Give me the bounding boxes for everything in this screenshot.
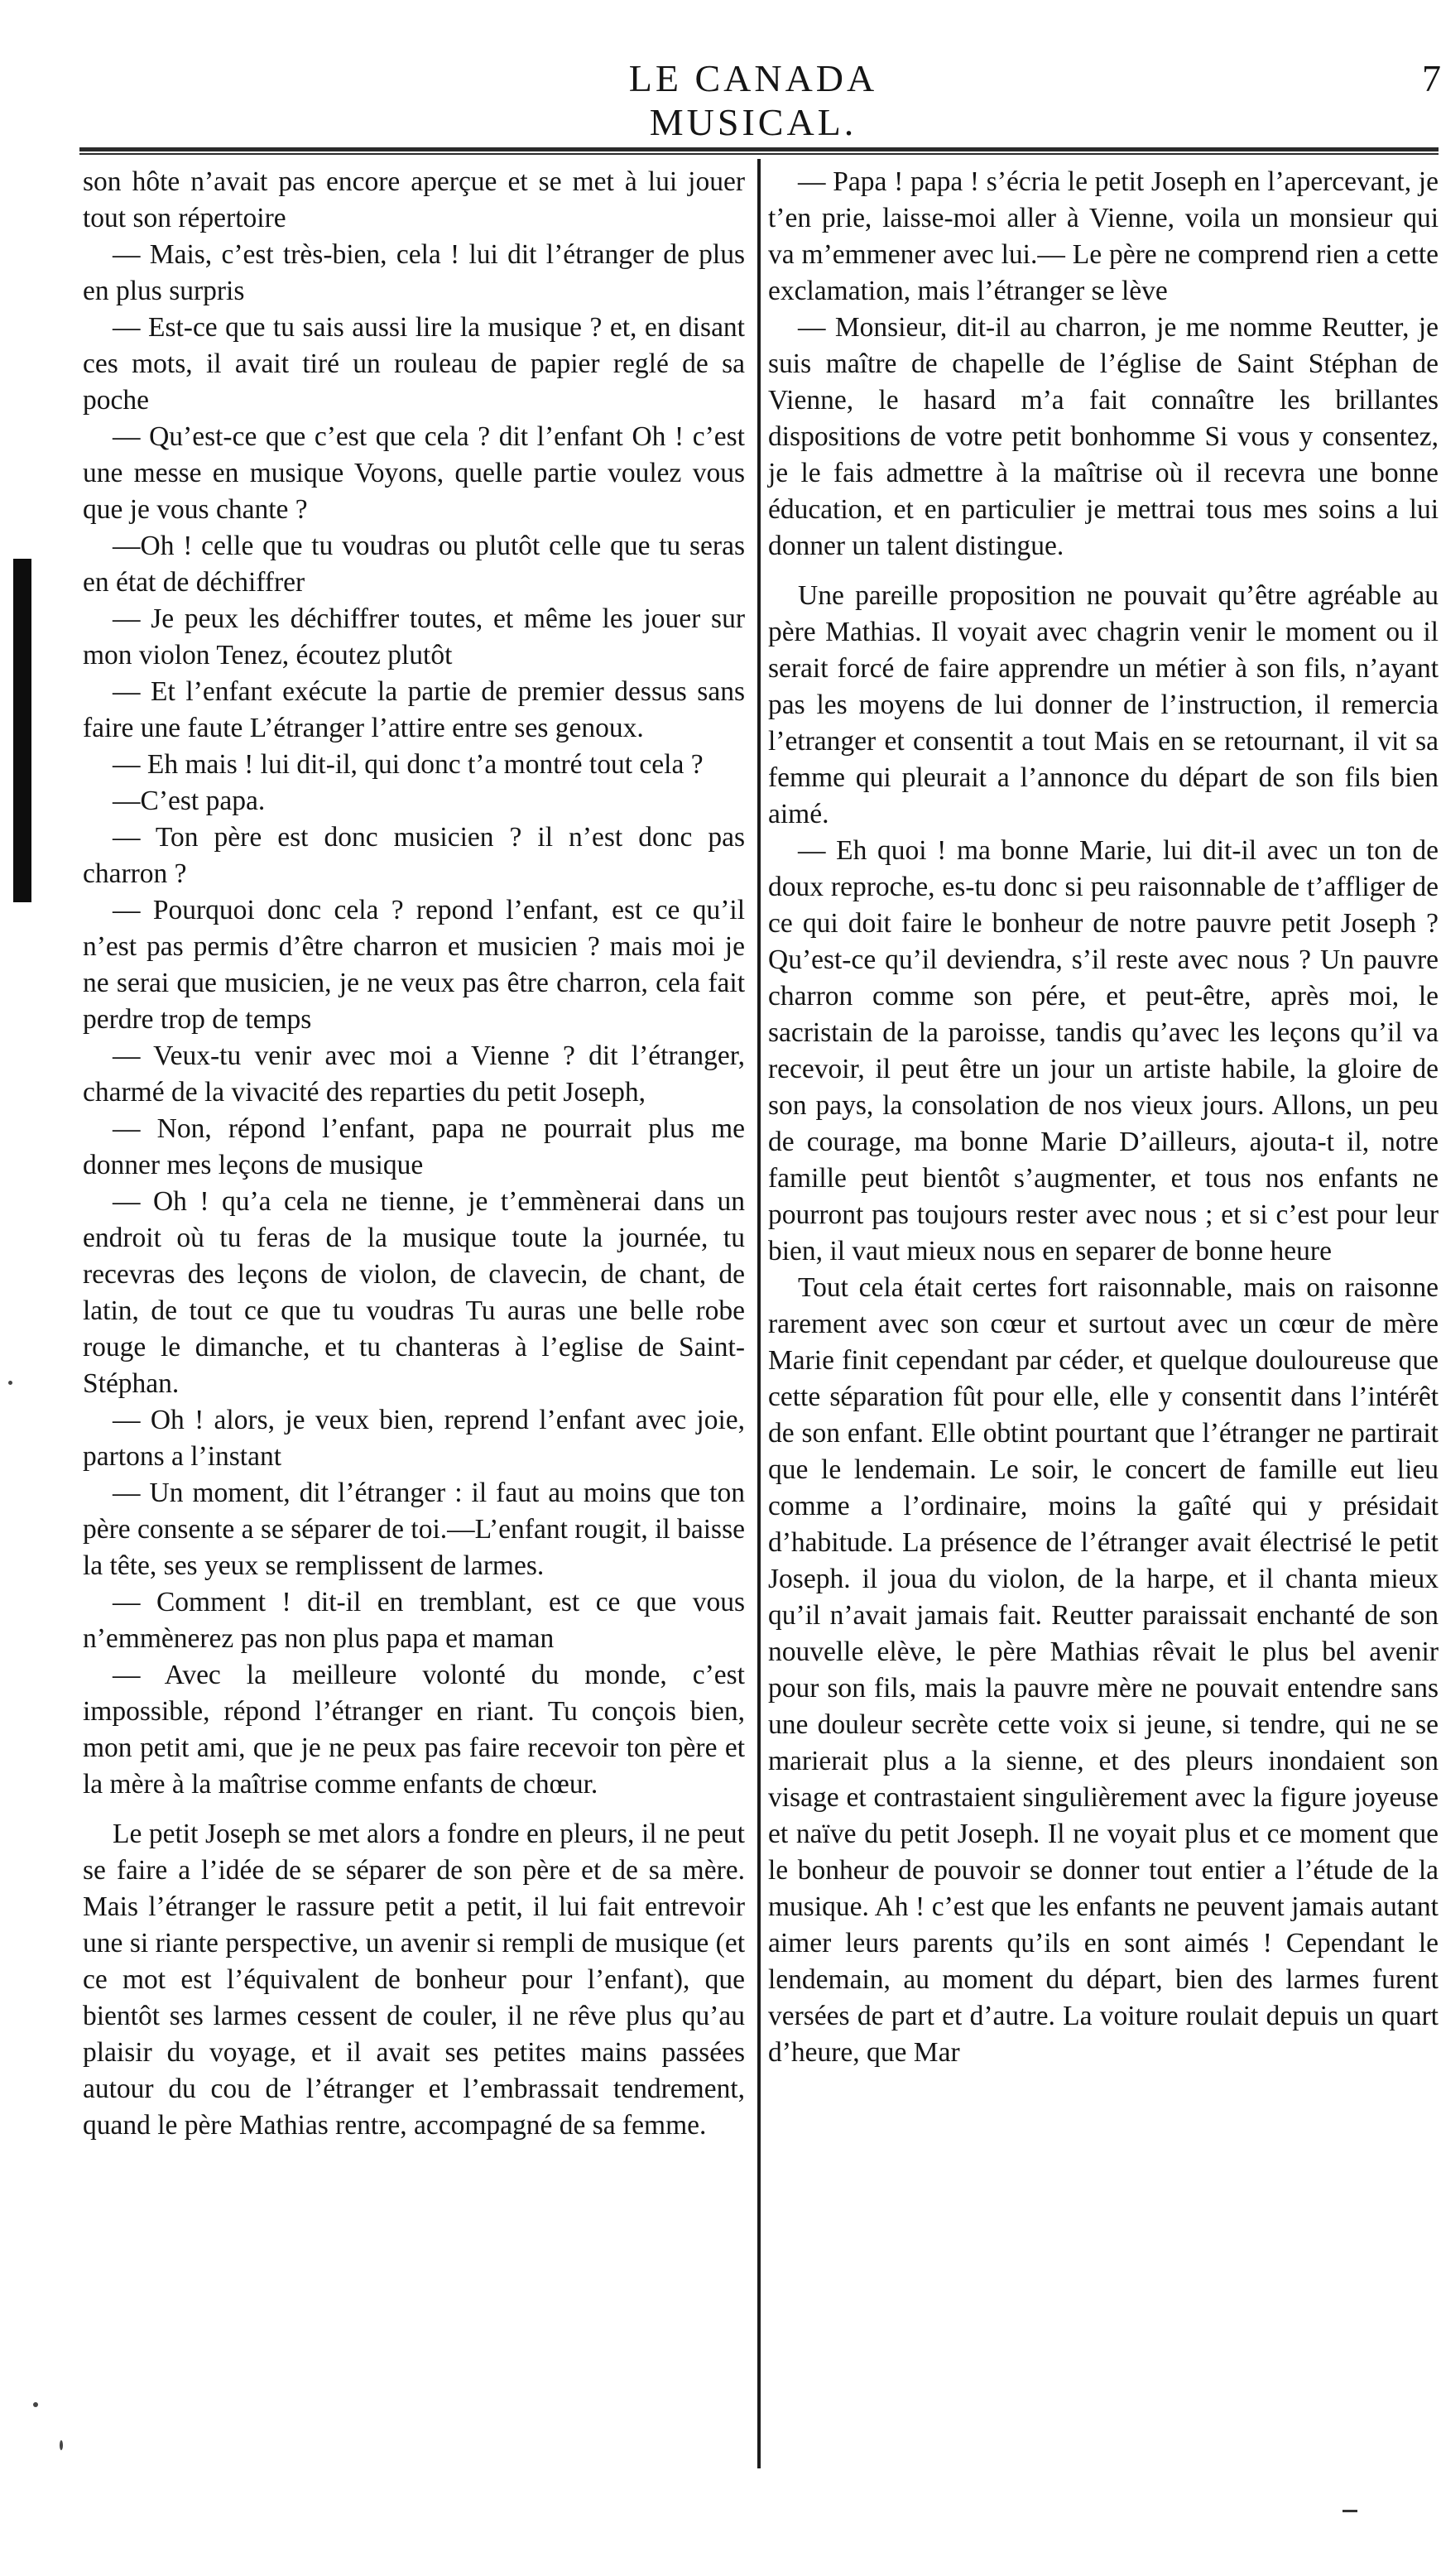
paragraph: — Est-ce que tu sais aussi lire la musique ? et, en disant ces mots, il avait tiré un rouleau de papier reglé de sa poche <box>83 312 745 416</box>
scan-speck <box>60 2440 63 2450</box>
paragraph: — Un moment, dit l’étranger : il faut au moins que ton père consente a se séparer de toi.—L’enfant rougit, il baisse la tête, ses yeux se remplissent de larmes. <box>83 1478 745 1581</box>
header-rule-thick <box>79 147 1439 151</box>
paragraph: — Oh ! alors, je veux bien, reprend l’enfant avec joie, partons a l’instant <box>83 1405 745 1472</box>
paragraph: Tout cela était certes fort raisonnable, mais on raisonne rarement avec son cœur et surtout avec un cœur de mère Marie finit cependant par céder, et quelque douloureuse que cette séparation fût pour elle, elle y consentit dans l’intérêt de son enfant. Elle obtint pourtant que l’étranger ne partirait que le lendemain. Le soir, le concert de famille eut lieu comme a l’ordinaire, moins la gaîté qui y présidait d’habitude. La présence de l’étranger avait électrisé le petit Joseph. il joua du violon, de la harpe, et il chanta mieux qu’il n’avait jamais fait. Reutter paraissait enchanté de son nouvelle elève, le père Mathias rêvait le plus bel avenir pour son fils, mais la pauvre mère ne pouvait entendre sans une douleur secrète cette voix si jeune, si tendre, qui ne se marierait plus a la sienne, et des pleurs inondaient son visage et contrastaient singulièrement avec la figure joyeuse et naïve du petit Joseph. Il ne voyait plus et ce moment que le bonheur de pouvoir se donner tout entier a l’étude de la musique. Ah ! c’est que les enfants ne peuvent jamais autant aimer leurs parents qu’ils en sont aimés ! Cependant le lendemain, au moment du départ, bien des larmes furent versées de part et d’autre. La voiture roulait depuis un quart d’heure, que Mar <box>768 1272 1439 2068</box>
paragraph: —C’est papa. <box>113 786 266 816</box>
paragraph: — Qu’est-ce que c’est que cela ? dit l’enfant Oh ! c’est une messe en musique Voyons, quelle partie voulez vous que je vous chante ? <box>83 421 745 525</box>
right-column <box>768 164 1439 2071</box>
paragraph: — Non, répond l’enfant, papa ne pourrait plus me donner mes leçons de musique <box>83 1113 745 1180</box>
paragraph: — Et l’enfant exécute la partie de premier dessus sans faire une faute L’étranger l’attire entre ses genoux. <box>83 676 745 743</box>
paragraph: — Monsieur, dit-il au charron, je me nomme Reutter, je suis maître de chapelle de l’église de Saint Stéphan de Vienne, le hasard m’a fait connaître les brillantes dispositions de votre petit bonhomme Si vous y consentez, je le fais admettre à la maîtrise où il recevra une bonne éducation, et en particulier je mettrai tous mes soins a lui donner un talent distingue. <box>768 312 1439 561</box>
paragraph: Le petit Joseph se met alors a fondre en pleurs, il ne peut se faire a l’idée de se séparer de son père et de sa mère. Mais l’étranger le rassure petit a petit, il lui fait entrevoir une si riante perspective, un avenir si rempli de musique (et ce mot est l’équivalent de bonheur pour l’enfant), que bientôt ses larmes cessent de couler, il ne rêve plus qu’au plaisir du voyage, et il avait ses petites mains passées autour du cou de l’étranger et l’embrassait tendrement, quand le père Mathias rentre, accompagné de sa femme. <box>83 1819 745 2141</box>
paragraph: —Oh ! celle que tu voudras ou plutôt celle que tu seras en état de déchiffrer <box>83 531 745 598</box>
paragraph: — Mais, c’est très-bien, cela ! lui dit l’étranger de plus en plus surpris <box>83 239 745 306</box>
scan-speck <box>8 1381 12 1385</box>
scan-margin-mark <box>13 559 31 902</box>
paragraph: Une pareille proposition ne pouvait qu’être agréable au père Mathias. Il voyait avec chagrin venir le moment ou il serait forcé de faire apprendre un métier à son fils, n’ayant pas les moyens de lui donner de l’instruction, il remercia l’etranger et consentit a tout Mais en se retournant, il vit sa femme qui pleurait a l’annonce du départ de son fils bien aimé. <box>768 580 1439 829</box>
paragraph: — Ton père est donc musicien ? il n’est donc pas charron ? <box>83 822 745 889</box>
paragraph: — Eh quoi ! ma bonne Marie, lui dit-il avec un ton de doux reproche, es-tu donc si peu raisonnable de t’affliger de ce qui doit faire le bonheur de notre pauvre petit Joseph ? Qu’est-ce qu’il deviendra, s’il reste avec nous ? Un pauvre charron comme son pére, et peut-être, après moi, le sacristain de la paroisse, tandis qu’avec les leçons qu’il va recevoir, il peut être un jour un artiste habile, la gloire de son pays, la consolation de nos vieux jours. Allons, un peu de courage, ma bonne Marie D’ailleurs, ajouta-t il, notre famille peut bientôt s’augmenter, et tous nos enfants ne pourront pas toujours rester avec nous ; et si c’est pour leur bien, il vaut mieux nous en separer de bonne heure <box>768 835 1439 1266</box>
column-divider <box>757 159 761 2468</box>
scan-speck <box>33 2402 38 2407</box>
paragraph: — Oh ! qu’a cela ne tienne, je t’emmènerai dans un endroit où tu feras de la musique toute la journée, tu recevras des leçons de violon, de clavecin, de chant, de latin, de tout ce que tu voudras Tu auras une belle robe rouge le dimanche, et tu chanteras à l’eglise de Saint-Stéphan. <box>83 1186 745 1399</box>
paragraph: — Veux-tu venir avec moi a Vienne ? dit l’étranger, charmé de la vivacité des reparties du petit Joseph, <box>83 1040 745 1108</box>
paragraph: — Je peux les déchiffrer toutes, et même les jouer sur mon violon Tenez, écoutez plutôt <box>83 603 745 670</box>
journal-title: LE CANADA MUSICAL. <box>628 57 878 143</box>
paragraph: — Pourquoi donc cela ? repond l’enfant, est ce qu’il n’est pas permis d’être charron et musicien ? mais moi je ne serai que musicien, je ne veux pas être charron, cela fait perdre trop de temps <box>83 895 745 1035</box>
paragraph: — Eh mais ! lui dit-il, qui donc t’a montré tout cela ? <box>113 749 704 780</box>
page-header <box>0 56 1441 143</box>
paragraph: son hôte n’avait pas encore aperçue et se met à lui jouer tout son répertoire <box>83 166 745 233</box>
left-column <box>83 164 745 2144</box>
paragraph: — Avec la meilleure volonté du monde, c’est impossible, répond l’étranger en riant. Tu conçois bien, mon petit ami, que je ne peux pas faire recevoir ton père et la mère à la maîtrise comme enfants de chœur. <box>83 1660 745 1800</box>
page-number: 7 <box>1422 57 1441 99</box>
header-rule-thin <box>79 153 1439 155</box>
footer-mark <box>1343 2510 1357 2512</box>
paragraph: — Papa ! papa ! s’écria le petit Joseph en l’apercevant, je t’en prie, laisse-moi aller à Vienne, voila un monsieur qui va m’emmener avec lui.— Le père ne comprend rien a cette exclamation, mais l’étranger se lève <box>768 166 1439 306</box>
paragraph: — Comment ! dit-il en tremblant, est ce que vous n’emmènerez pas non plus papa et maman <box>83 1587 745 1654</box>
